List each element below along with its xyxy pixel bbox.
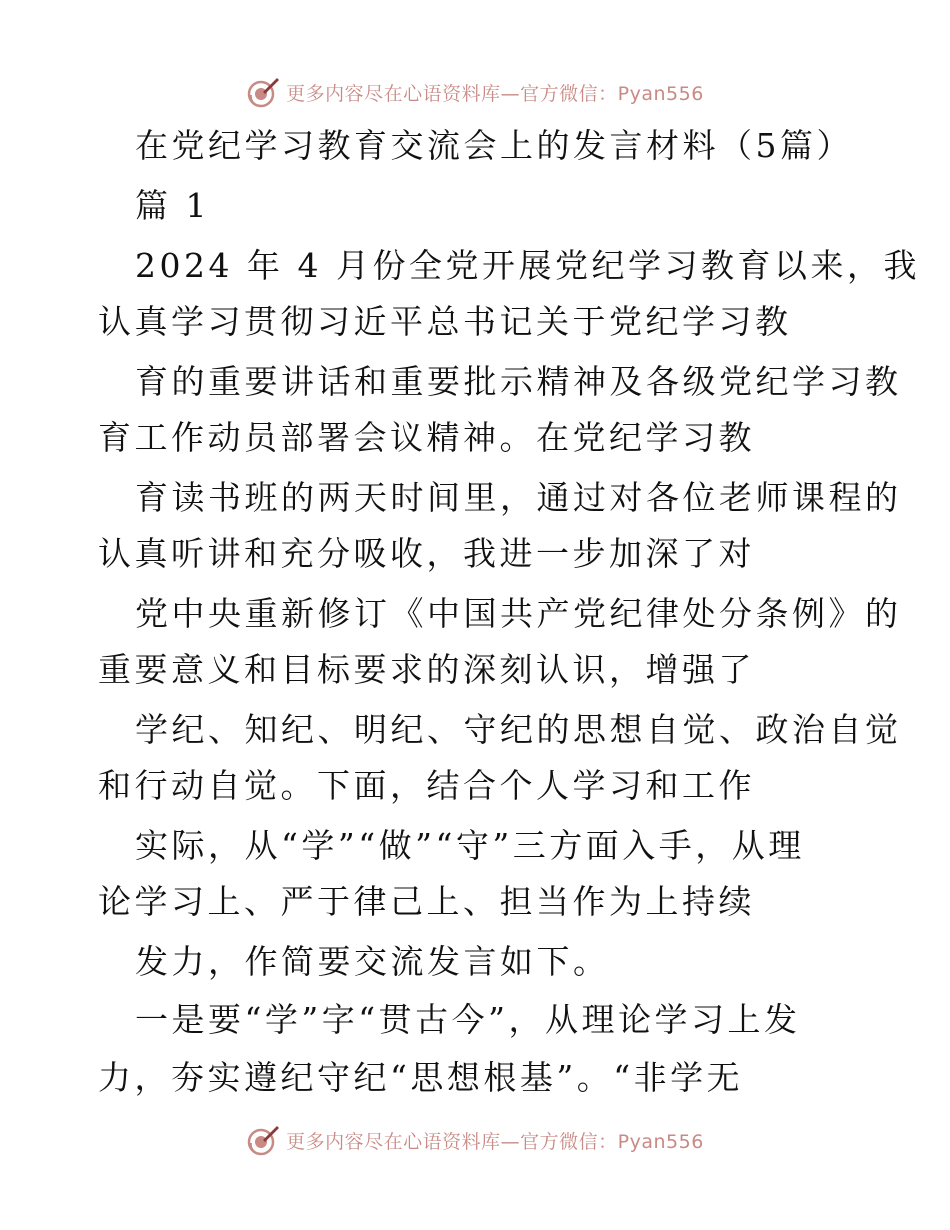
watermark-text: 更多内容尽在心语资料库—官方微信：Pyan556 <box>286 82 704 105</box>
paragraph-line: 育读书班的两天时间里，通过对各位老师课程的 <box>135 478 902 517</box>
pen-logo-icon <box>246 1123 280 1157</box>
footer-watermark <box>0 1120 950 1160</box>
paragraph-line: 和行动自觉。下面，结合个人学习和工作 <box>98 766 755 805</box>
paragraph-line: 党中央重新修订《中国共产党纪律处分条例》的 <box>135 594 902 633</box>
paragraph-line: 育工作动员部署会议精神。在党纪学习教 <box>98 418 755 457</box>
pen-logo-icon <box>246 75 280 109</box>
header-watermark <box>0 72 950 112</box>
paragraph-line: 学纪、知纪、明纪、守纪的思想自觉、政治自觉 <box>135 710 902 749</box>
paragraph-line: 论学习上、严于律己上、担当作为上持续 <box>98 882 755 921</box>
paragraph-line: 育的重要讲话和重要批示精神及各级党纪学习教 <box>135 362 902 401</box>
section-heading: 篇 1 <box>135 186 210 225</box>
paragraph-line: 认真学习贯彻习近平总书记关于党纪学习教 <box>98 302 792 341</box>
paragraph-line: 重要意义和目标要求的深刻认识，增强了 <box>98 650 755 689</box>
watermark-text: 更多内容尽在心语资料库—官方微信：Pyan556 <box>286 1130 704 1153</box>
paragraph-line: 发力，作简要交流发言如下。 <box>135 942 610 981</box>
paragraph-line: 实际，从“学”“做”“守”三方面入手，从理 <box>135 826 805 865</box>
paragraph-line: 认真听讲和充分吸收，我进一步加深了对 <box>98 534 755 573</box>
paragraph-line: 2024 年 4 月份全党开展党纪学习教育以来，我 <box>135 246 920 285</box>
document-title: 在党纪学习教育交流会上的发言材料（5篇） <box>135 126 853 165</box>
paragraph-line: 力，夯实遵纪守纪“思想根基”。“非学无 <box>98 1058 744 1097</box>
paragraph-line: 一是要“学”字“贯古今”，从理论学习上发 <box>135 1000 801 1039</box>
